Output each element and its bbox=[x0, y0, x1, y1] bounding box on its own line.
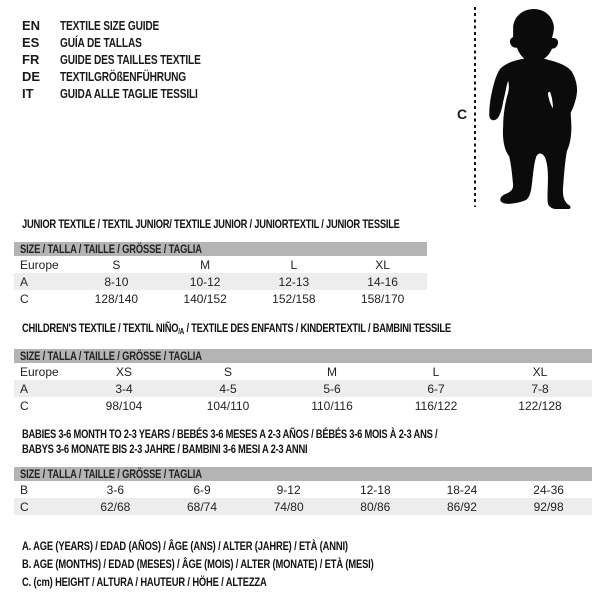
size-cell: 14-16 bbox=[367, 274, 398, 289]
junior-textile-table bbox=[14, 217, 427, 307]
size-cell: 6-7 bbox=[427, 381, 445, 396]
size-cell: 74/80 bbox=[273, 499, 304, 514]
table-row bbox=[14, 273, 427, 290]
row-label: C bbox=[20, 499, 29, 514]
size-cell: 68/74 bbox=[186, 499, 217, 514]
size-cell: XL bbox=[532, 364, 548, 379]
language-code: DE bbox=[22, 69, 41, 84]
footnotes bbox=[22, 537, 473, 591]
size-cell: 5-6 bbox=[323, 381, 341, 396]
size-table bbox=[14, 481, 592, 515]
size-cell: 98/104 bbox=[105, 398, 143, 413]
size-cell: 62/68 bbox=[100, 499, 131, 514]
table-row bbox=[14, 481, 592, 498]
table-title-text: / TEXTILE DES ENFANTS / KINDERTEXTIL / BAMBINI TESSILE bbox=[184, 321, 451, 335]
footnote-c: C. (cm) HEIGHT / ALTURA / HAUTEUR / HÖHE / ALTEZZA bbox=[22, 575, 267, 589]
size-cell: 122/128 bbox=[518, 398, 562, 413]
row-label: A bbox=[20, 274, 29, 289]
size-cell: 104/110 bbox=[206, 398, 250, 413]
language-row bbox=[22, 51, 240, 68]
babies-textile-table bbox=[14, 427, 592, 515]
table-title-text: BABIES 3-6 MONTH TO 2-3 YEARS / BEBÉS 3-6 MESES A 2-3 AÑOS / BÉBÉS 3-6 MOIS À 2-3 ANS / bbox=[22, 427, 438, 441]
table-row bbox=[14, 256, 427, 273]
size-header-label: SIZE / TALLA / TAILLE / GRÖSSE / TAGLIA bbox=[20, 349, 202, 363]
size-cell: 128/140 bbox=[94, 291, 139, 306]
size-header-label: SIZE / TALLA / TAILLE / GRÖSSE / TAGLIA bbox=[20, 242, 202, 256]
size-cell: 3-6 bbox=[106, 482, 124, 497]
language-label: TEXTILGRÖßENFÜHRUNG bbox=[60, 69, 187, 84]
row-label: Europe bbox=[20, 364, 59, 379]
size-cell: XS bbox=[115, 364, 132, 379]
size-cell: XL bbox=[375, 257, 390, 272]
size-cell: 158/170 bbox=[360, 291, 405, 306]
size-cell: S bbox=[112, 257, 121, 272]
size-cell: L bbox=[290, 257, 298, 272]
size-cell: 18-24 bbox=[446, 482, 478, 497]
size-cell: 140/152 bbox=[183, 291, 227, 306]
size-cell: 8-10 bbox=[104, 274, 129, 289]
table-title-text: CHILDREN'S TEXTILE / TEXTIL NIÑO bbox=[22, 321, 179, 335]
size-cell: 7-8 bbox=[531, 381, 549, 396]
language-label: GUIDE DES TAILLES TEXTILE bbox=[60, 52, 201, 67]
baby-silhouette-icon bbox=[483, 5, 595, 209]
language-code: EN bbox=[22, 18, 41, 33]
size-cell: 110/116 bbox=[311, 398, 353, 413]
size-cell: 92/98 bbox=[533, 499, 564, 514]
size-table bbox=[14, 256, 427, 307]
table-row bbox=[14, 363, 592, 380]
language-row bbox=[22, 34, 240, 51]
size-header-bar bbox=[14, 242, 427, 256]
footnote-a: A. AGE (YEARS) / EDAD (AÑOS) / ÂGE (ANS) / ALTER (JAHRE) / ETÀ (ANNI) bbox=[22, 539, 348, 553]
size-cell: 10-12 bbox=[189, 274, 221, 289]
size-header-bar bbox=[14, 467, 592, 481]
language-label: GUIDA ALLE TAGLIE TESSILI bbox=[60, 86, 198, 101]
table-title bbox=[14, 442, 592, 457]
size-cell: S bbox=[223, 364, 232, 379]
language-label: TEXTILE SIZE GUIDE bbox=[60, 18, 160, 33]
size-header-label: SIZE / TALLA / TAILLE / GRÖSSE / TAGLIA bbox=[20, 467, 202, 481]
row-label: C bbox=[20, 398, 29, 413]
row-label: Europe bbox=[20, 257, 59, 272]
size-cell: 24-36 bbox=[533, 482, 564, 497]
size-header-bar bbox=[14, 349, 592, 363]
size-cell: M bbox=[200, 257, 211, 272]
childrens-textile-table bbox=[14, 321, 592, 414]
table-title bbox=[14, 321, 592, 339]
size-cell: 12-13 bbox=[278, 274, 310, 289]
size-cell: 6-9 bbox=[193, 482, 211, 497]
table-title-text: BABYS 3-6 MONATE BIS 2-3 JAHRE / BAMBINI 3-6 MESI A 2-3 ANNI bbox=[22, 442, 308, 456]
size-cell: L bbox=[432, 364, 440, 379]
size-cell: 4-5 bbox=[219, 381, 237, 396]
table-title bbox=[14, 427, 592, 442]
language-code: IT bbox=[22, 86, 34, 101]
size-cell: 12-18 bbox=[359, 482, 391, 497]
row-label: C bbox=[20, 291, 29, 306]
language-code: FR bbox=[22, 52, 40, 67]
size-table bbox=[14, 363, 592, 414]
language-row bbox=[22, 85, 240, 102]
table-row bbox=[14, 498, 592, 515]
size-cell: 86/92 bbox=[446, 499, 477, 514]
figure-height-label: C bbox=[457, 106, 468, 122]
language-row bbox=[22, 68, 240, 85]
table-title bbox=[14, 217, 427, 232]
size-cell: M bbox=[327, 364, 337, 379]
size-cell: 116/122 bbox=[414, 398, 458, 413]
row-label: B bbox=[20, 482, 29, 497]
table-row bbox=[14, 380, 592, 397]
size-cell: 9-12 bbox=[276, 482, 301, 497]
size-cell: 80/86 bbox=[360, 499, 391, 514]
language-row bbox=[22, 17, 240, 34]
table-title-text: JUNIOR TEXTILE / TEXTIL JUNIOR/ TEXTILE JUNIOR / JUNIORTEXTIL / JUNIOR TESSILE bbox=[22, 217, 400, 231]
table-row bbox=[14, 290, 427, 307]
footnote-b: B. AGE (MONTHS) / EDAD (MESES) / ÂGE (MOIS) / ALTER (MONATE) / ETÀ (MESI) bbox=[22, 557, 374, 571]
language-list bbox=[22, 17, 240, 102]
table-title-subscript: /A bbox=[178, 327, 185, 336]
size-cell: 3-4 bbox=[115, 381, 133, 396]
row-label: A bbox=[20, 381, 29, 396]
size-cell: 152/158 bbox=[272, 291, 316, 306]
language-label: GUÍA DE TALLAS bbox=[60, 35, 142, 50]
table-row bbox=[14, 397, 592, 414]
language-code: ES bbox=[22, 35, 40, 50]
height-measure-dotted-line bbox=[474, 7, 476, 207]
